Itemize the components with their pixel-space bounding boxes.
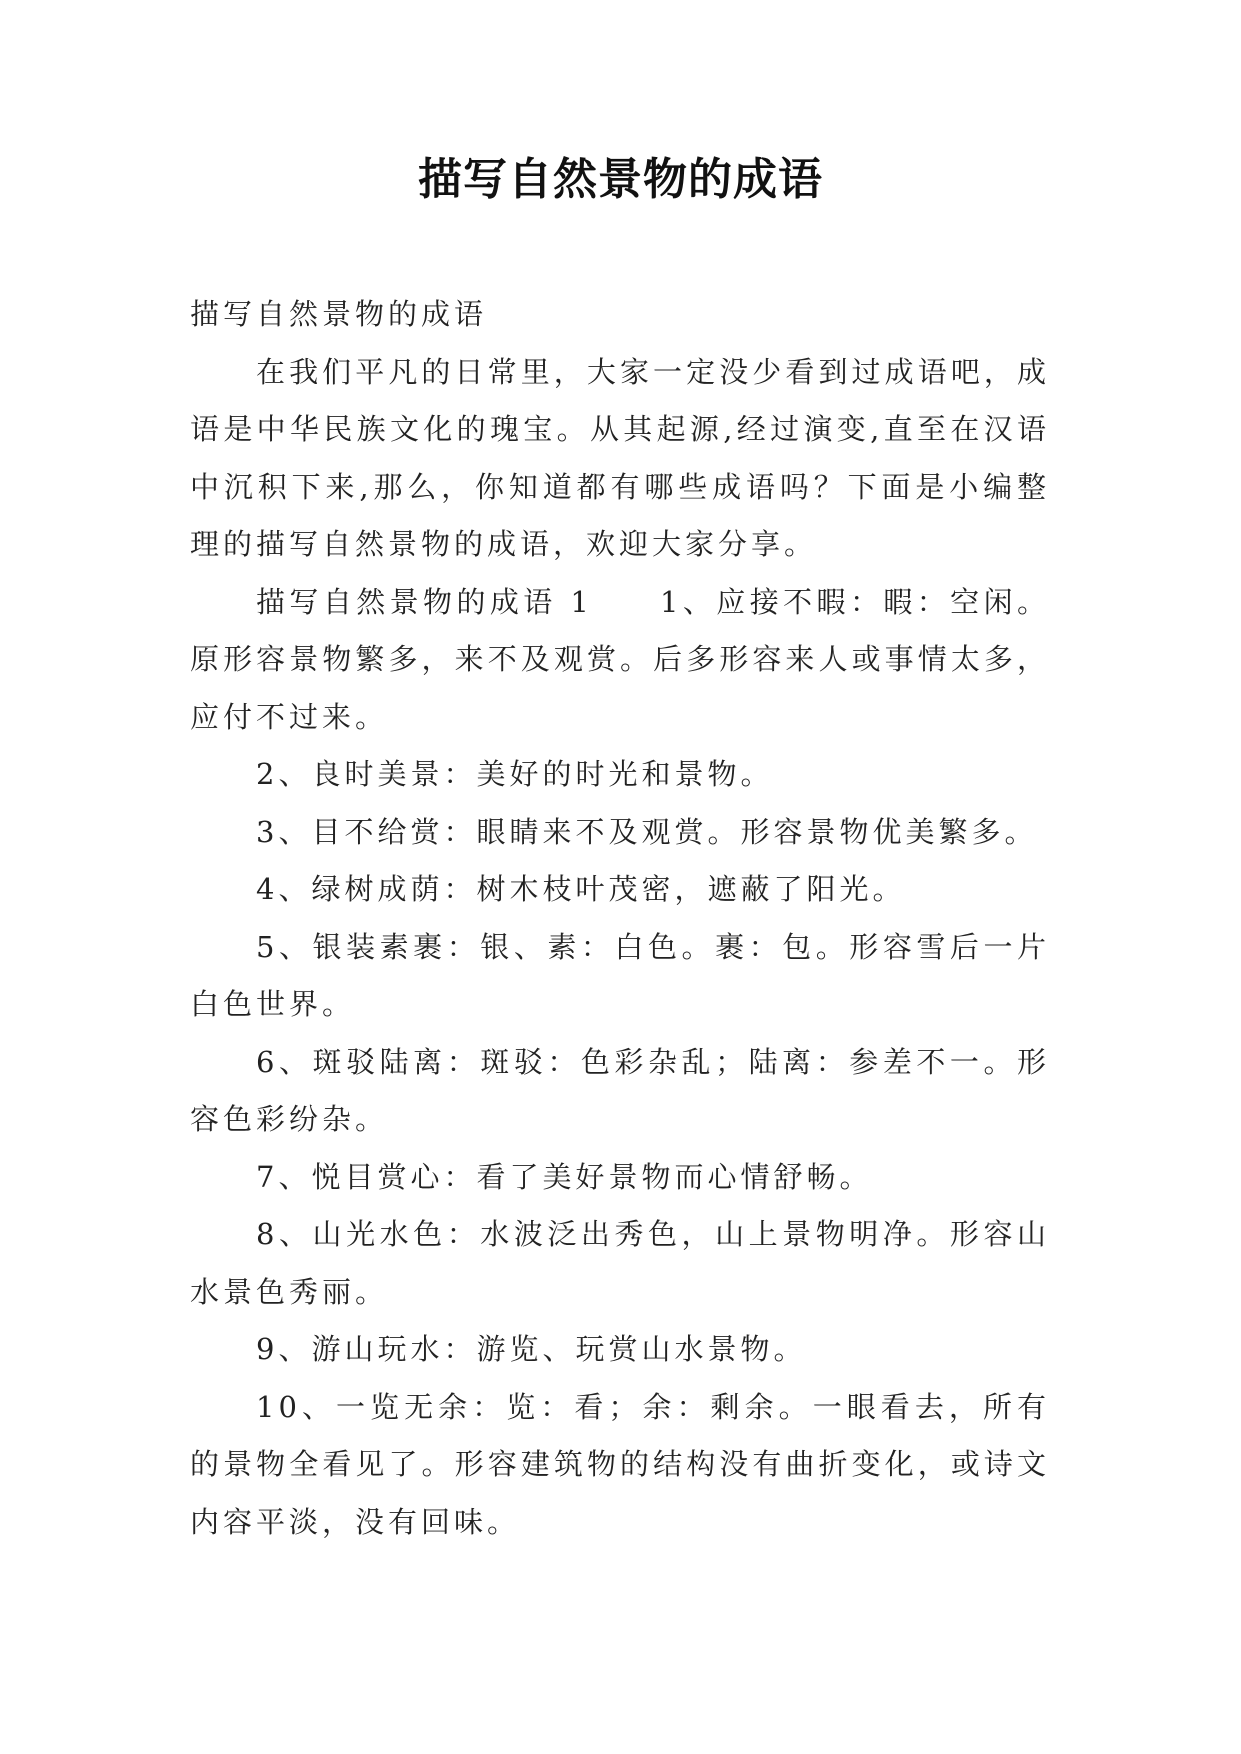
idiom-paragraph: 6、斑驳陆离：斑驳：色彩杂乱；陆离：参差不一。形容色彩纷杂。 [190,1044,1050,1136]
idiom-paragraph: 9、游山玩水：游览、玩赏山水景物。 [256,1332,807,1366]
idiom-paragraph: 描写自然景物的成语 1 1、应接不暇：暇：空闲。原形容景物繁多，来不及观赏。后多形容来人或事情太多，应付不过来。 [190,584,1050,734]
idiom-paragraph: 4、绿树成荫：树木枝叶茂密，遮蔽了阳光。 [256,872,906,906]
idiom-paragraph: 10、一览无余：览：看；余：剩余。一眼看去，所有的景物全看见了。形容建筑物的结构没有曲折变化，或诗文内容平淡，没有回味。 [190,1389,1050,1539]
idiom-paragraph: 3、目不给赏：眼睛来不及观赏。形容景物优美繁多。 [256,814,1038,849]
idiom-paragraph: 8、山光水色：水波泛出秀色，山上景物明净。形容山水景色秀丽。 [190,1217,1050,1309]
idiom-paragraph: 5、银装素裹：银、素：白色。裹：包。形容雪后一片白色世界。 [190,929,1050,1021]
subtitle-paragraph: 描写自然景物的成语 [190,297,488,331]
idiom-paragraph: 7、悦目赏心：看了美好景物而心情舒畅。 [256,1159,873,1194]
document-title: 描写自然景物的成语 [418,154,823,205]
idiom-paragraph: 2、良时美景：美好的时光和景物。 [256,757,774,791]
intro-paragraph: 在我们平凡的日常里，大家一定没少看到过成语吧，成语是中华民族文化的瑰宝。从其起源,经过演变,直至在汉语中沉积下来,那么，你知道都有哪些成语吗？下面是小编整理的描写自然景物的成语，欢迎大家分享。 [190,354,1050,561]
document-body [190,286,1050,1551]
